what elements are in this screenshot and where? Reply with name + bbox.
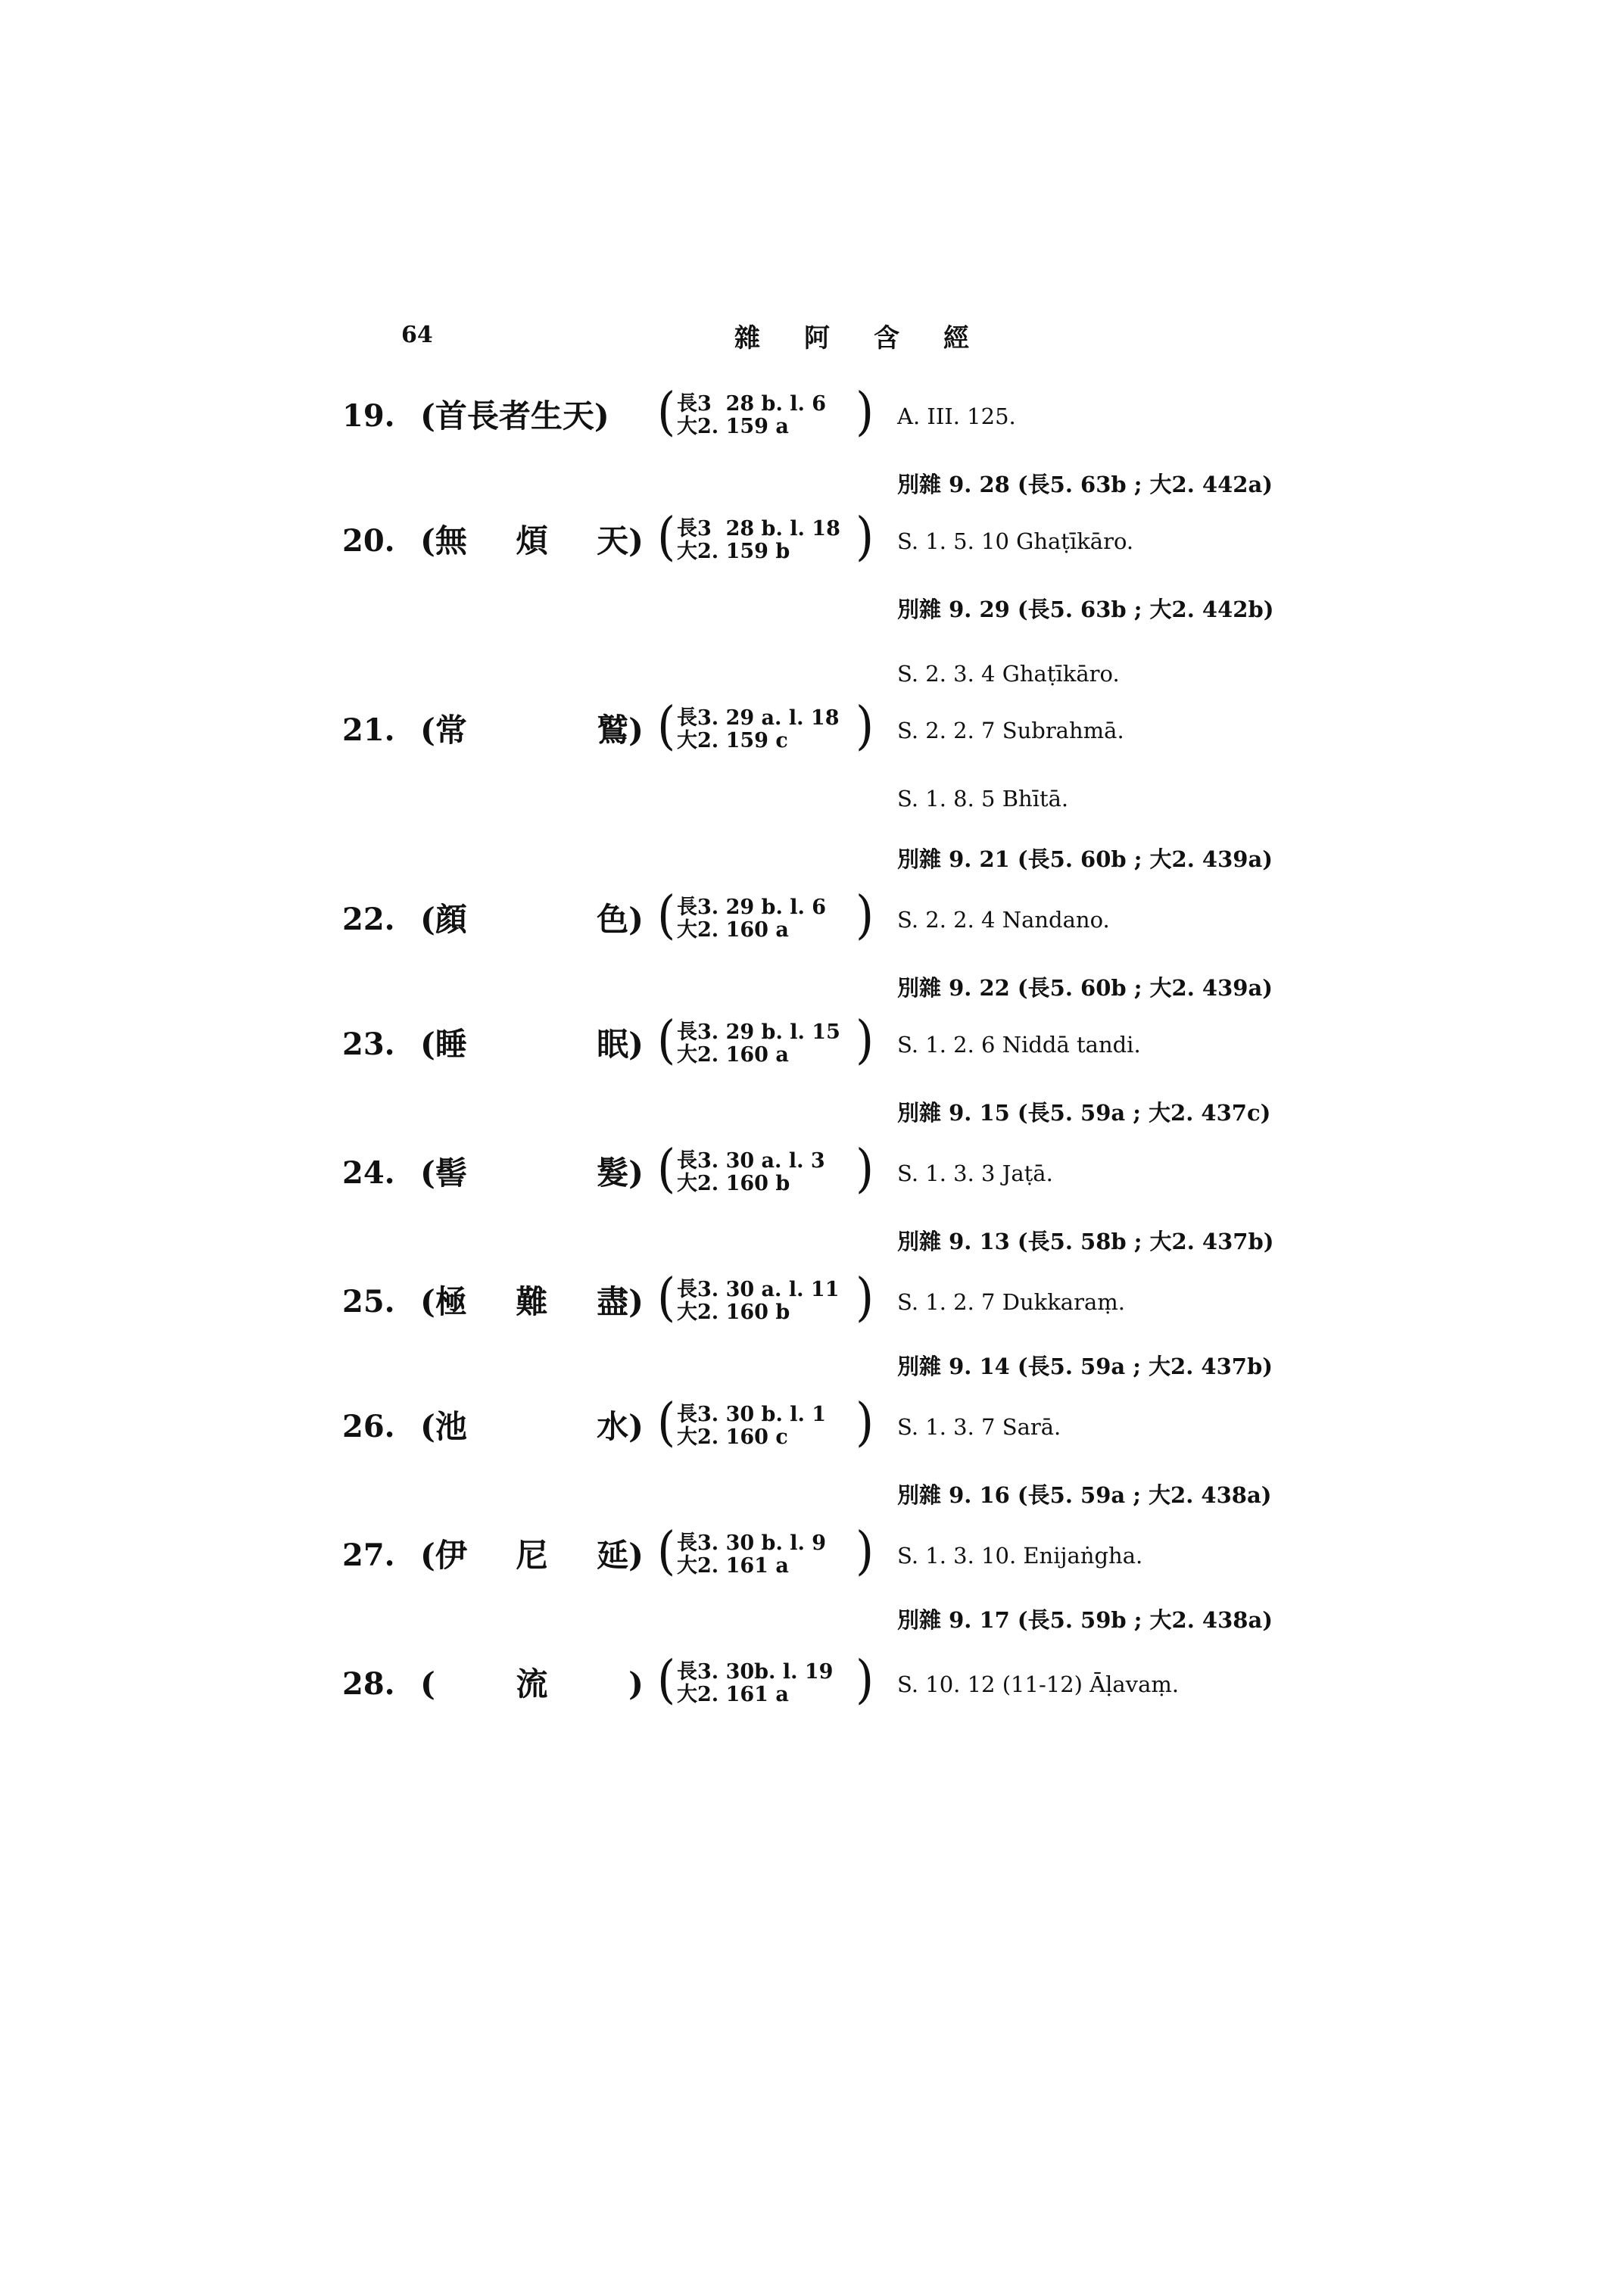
entry-title [420,1279,644,1325]
sutra-entry [0,884,1624,946]
parallel-sub-line: 別雜 9. 29 (長5. 63b ; 大2. 442b) [897,597,1274,622]
sutra-entry [0,695,1624,756]
entry-title-segment: 難 [516,1283,548,1320]
entry-title-segment: (伊 [420,1537,467,1574]
source-reference [657,1009,877,1070]
reference-bottom-line: 大2. 160 b [677,1301,790,1324]
reference-top-line: 長3. 30 b. l. 1 [677,1403,827,1426]
bracket-left: ( [657,1138,676,1199]
entry-title-segment: 盡) [597,1283,644,1320]
entry-number: 24. [342,1155,395,1191]
entry-title-segment: ( [420,1665,435,1703]
entry-title-segment: 尼 [516,1537,548,1574]
reference-top-line: 長3 28 b. l. 18 [677,517,840,541]
pali-parallel: S. 2. 2. 7 Subrahmā. [897,718,1124,743]
bracket-left: ( [657,695,676,756]
pali-parallel: S. 1. 3. 7 Sarā. [897,1414,1061,1440]
parallel-sub-line: 別雜 9. 15 (長5. 59a ; 大2. 437c) [897,1100,1271,1126]
entry-title [420,1662,644,1707]
sutra-entry [0,1391,1624,1453]
reference-bottom-line: 大2. 159 a [677,415,789,438]
entry-number: 25. [342,1284,395,1319]
entry-number: 21. [342,712,395,748]
pali-parallel: S. 1. 5. 10 Ghaṭīkāro. [897,528,1134,554]
bracket-left: ( [657,1649,676,1710]
bracket-right: ) [856,381,874,442]
pali-parallel: S. 10. 12 (11-12) Āḷavaṃ. [897,1671,1180,1697]
reference-top-line: 長3. 30 a. l. 3 [677,1149,825,1173]
entry-title [420,394,644,439]
entry-title-segment: (常 [420,712,467,749]
sutra-entry [0,1649,1624,1710]
pali-parallel: S. 1. 3. 3 Jaṭā. [897,1161,1053,1186]
source-reference [657,1266,877,1328]
reference-bottom-line: 大2. 161 a [677,1554,789,1578]
bracket-left: ( [657,381,676,442]
entry-title-segment: (首長者生天) [420,397,609,435]
entry-title [420,708,644,753]
entry-title-segment: (無 [420,522,467,559]
parallel-sub-line: 別雜 9. 28 (長5. 63b ; 大2. 442a) [897,472,1273,497]
parallel-sub-line: 別雜 9. 21 (長5. 60b ; 大2. 439a) [897,846,1273,872]
reference-bottom-line: 大2. 159 c [677,729,788,752]
entry-title-segment: 延) [597,1537,644,1574]
entry-number: 19. [342,398,395,434]
entry-title-segment: 流 [516,1665,548,1703]
entry-title [420,519,644,564]
entry-title-segment: ) [628,1665,644,1703]
reference-bottom-line: 大2. 160 c [677,1425,788,1449]
parallel-sub-line: 別雜 9. 22 (長5. 60b ; 大2. 439a) [897,975,1273,1001]
parallel-sub-line: S. 1. 8. 5 Bhītā. [897,786,1069,812]
sutra-entry [0,1009,1624,1070]
sutra-entry [0,381,1624,442]
source-reference [657,1649,877,1710]
pali-parallel: S. 2. 2. 4 Nandano. [897,907,1110,933]
entry-title [420,1533,644,1578]
bracket-left: ( [657,1391,676,1453]
bracket-left: ( [657,1266,676,1328]
entry-title-segment: 髮) [597,1154,644,1192]
entry-title-segment: (髻 [420,1154,467,1192]
parallel-sub-line: 別雜 9. 14 (長5. 59a ; 大2. 437b) [897,1354,1273,1379]
source-reference [657,1138,877,1199]
entry-number: 26. [342,1409,395,1444]
bracket-right: ) [856,695,874,756]
source-reference [657,884,877,946]
entry-title-segment: 鷲) [597,712,644,749]
bracket-right: ) [856,1391,874,1453]
source-reference [657,1520,877,1581]
entry-title [420,1404,644,1450]
entry-title-segment: 天) [597,522,644,559]
sutra-entry [0,1266,1624,1328]
entry-title-segment: 水) [597,1408,644,1445]
entry-title-segment: (池 [420,1408,467,1445]
bracket-left: ( [657,1009,676,1070]
bracket-right: ) [856,1520,874,1581]
source-reference [657,695,877,756]
reference-bottom-line: 大2. 159 b [677,540,790,563]
entry-title [420,1151,644,1196]
entry-number: 20. [342,523,395,559]
reference-top-line: 長3. 30 b. l. 9 [677,1531,827,1555]
sutra-entry [0,506,1624,567]
source-reference [657,1391,877,1453]
bracket-right: ) [856,1649,874,1710]
bracket-right: ) [856,884,874,946]
entry-number: 28. [342,1666,395,1702]
reference-top-line: 長3. 29 b. l. 15 [677,1020,840,1044]
bracket-left: ( [657,1520,676,1581]
running-title: 雜阿含經 [734,323,1013,354]
source-reference [657,506,877,567]
entry-number: 23. [342,1027,395,1062]
entry-title [420,897,644,942]
reference-bottom-line: 大2. 160 a [677,1043,789,1067]
page-number: 64 [401,322,433,348]
entry-number: 27. [342,1537,395,1573]
sutra-entry [0,1520,1624,1581]
parallel-sub-line: 別雜 9. 16 (長5. 59a ; 大2. 438a) [897,1482,1272,1508]
entry-title-segment: 色) [597,901,644,938]
reference-bottom-line: 大2. 160 b [677,1172,790,1195]
entry-title-segment: 煩 [516,522,548,559]
entry-title-segment: 眠) [597,1026,644,1063]
bracket-right: ) [856,1266,874,1328]
parallel-sub-line: S. 2. 3. 4 Ghaṭīkāro. [897,661,1120,687]
parallel-sub-line: 別雜 9. 17 (長5. 59b ; 大2. 438a) [897,1607,1273,1633]
pali-parallel: S. 1. 3. 10. Enijaṅgha. [897,1543,1143,1569]
pali-parallel: S. 1. 2. 7 Dukkaraṃ. [897,1289,1125,1315]
sutra-entry [0,1138,1624,1199]
pali-parallel: A. III. 125. [897,403,1016,429]
reference-top-line: 長3. 29 b. l. 6 [677,896,827,919]
reference-top-line: 長3. 30b. l. 19 [677,1660,834,1684]
pali-parallel: S. 1. 2. 6 Niddā tandi. [897,1032,1141,1058]
parallel-sub-line: 別雜 9. 13 (長5. 58b ; 大2. 437b) [897,1229,1274,1254]
reference-top-line: 長3. 30 a. l. 11 [677,1278,840,1301]
entry-number: 22. [342,902,395,937]
entry-title-segment: (睡 [420,1026,467,1063]
reference-top-line: 長3 28 b. l. 6 [677,392,827,416]
bracket-left: ( [657,506,676,567]
entry-title [420,1022,644,1067]
reference-bottom-line: 大2. 161 a [677,1683,789,1706]
entry-title-segment: (極 [420,1283,467,1320]
bracket-right: ) [856,1009,874,1070]
bracket-right: ) [856,506,874,567]
reference-bottom-line: 大2. 160 a [677,918,789,942]
source-reference [657,381,877,442]
entry-title-segment: (顔 [420,901,467,938]
bracket-left: ( [657,884,676,946]
bracket-right: ) [856,1138,874,1199]
reference-top-line: 長3. 29 a. l. 18 [677,706,840,730]
